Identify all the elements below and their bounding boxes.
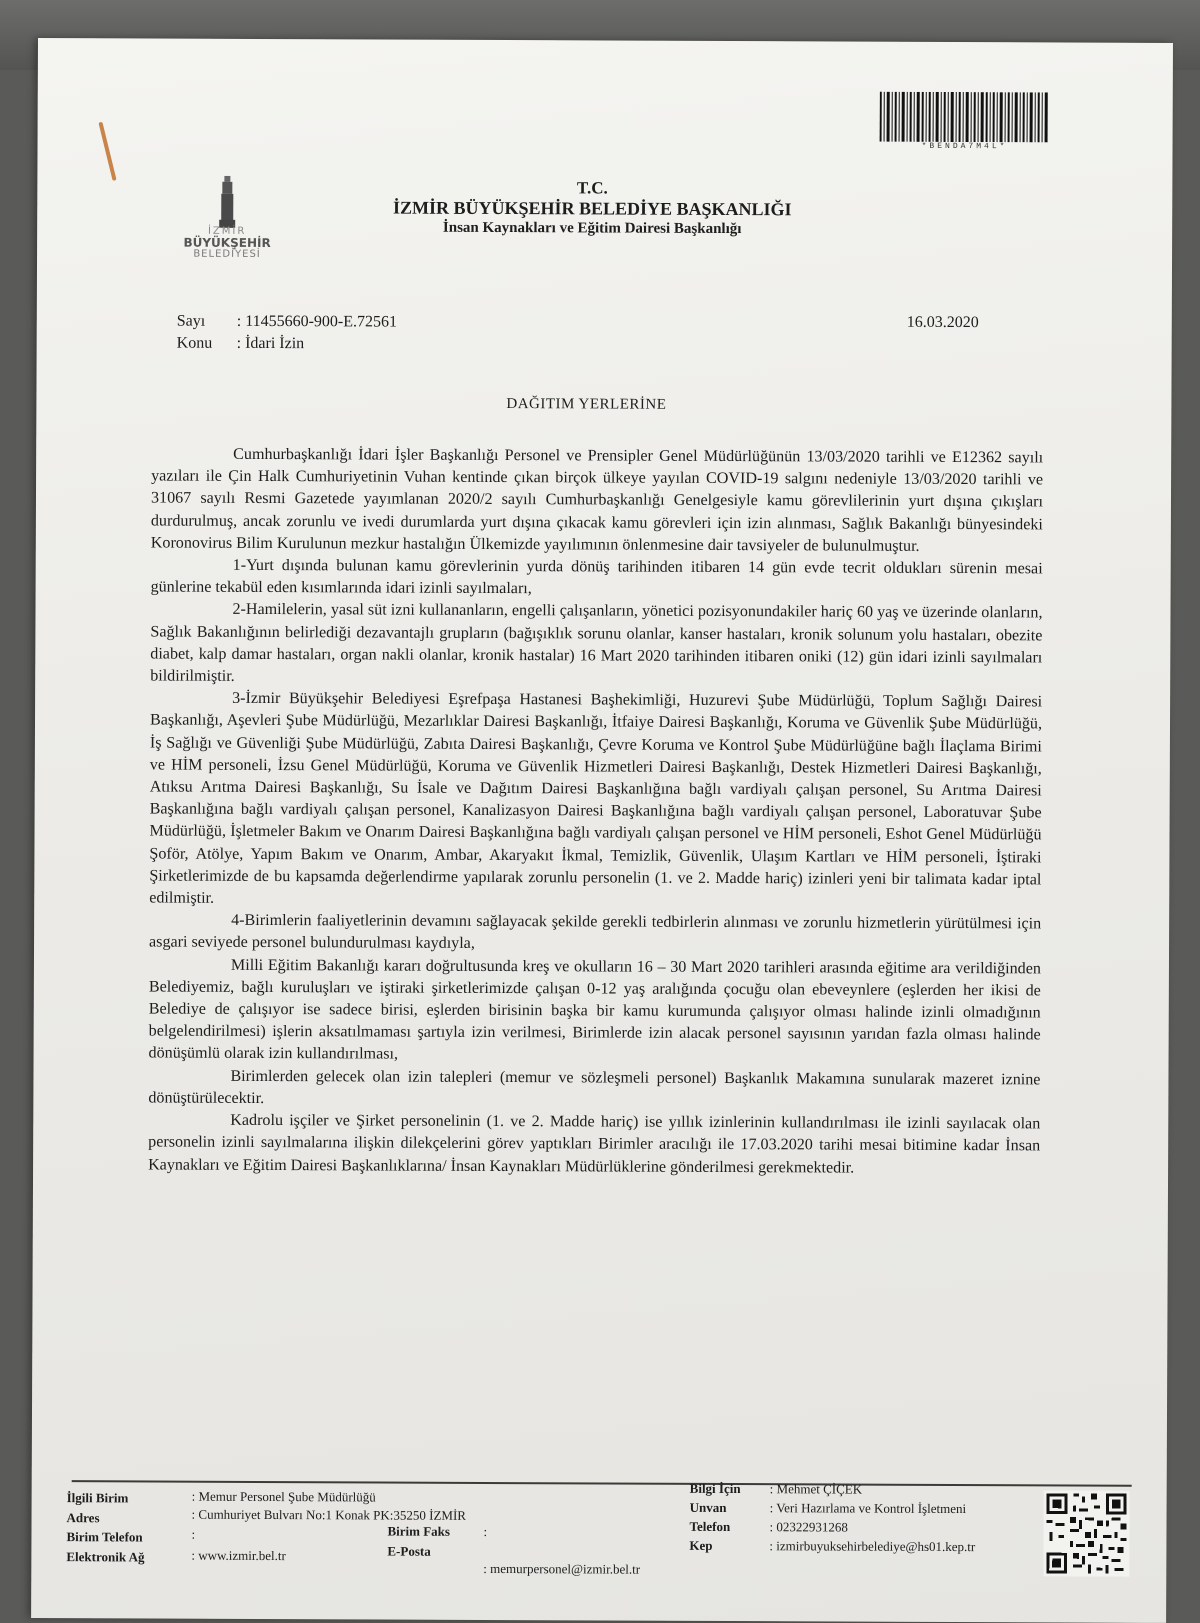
kep-label: Kep (689, 1537, 713, 1553)
adres-label: Adres (66, 1510, 100, 1526)
document-page (31, 38, 1173, 1623)
birim-telefon-label: Birim Telefon (66, 1529, 143, 1545)
konu-value: : İdari İzin (236, 334, 305, 353)
barcode-text: *BENDA7M4L* (921, 141, 1008, 152)
unvan-label: Unvan (689, 1499, 727, 1516)
header-department: İnsan Kaynakları ve Eğitim Dairesi Başkanlığı (442, 219, 742, 238)
kep-link[interactable]: : izmirbuyuksehirbelediye@hs01.kep.tr (769, 1538, 976, 1555)
document-date: 16.03.2020 (906, 313, 979, 332)
logo-text-line1: İZMİR (207, 225, 247, 237)
body-paragraph: 3-İzmir Büyükşehir Belediyesi Eşrefpaşa Hastanesi Başhekimliği, Huzurevi Şube Müdürlüğü, Toplum Sağlığı Dairesi Başkanlığı, Aşevleri Şube Müdürlüğü, Mezarlıklar Dairesi Başkanlığı, İtfaiye Dairesi Başkanlığı, Koruma ve Güvenlik Şube Müdürlüğü, İş Sağlığı ve Güvenliği Şube Müdürlüğü, Zabıta Dairesi Başkanlığı, Çevre Koruma ve Kontrol Şube Müdürlüğüne bağlı İlaçlama Birimi ve HİM personeli, İzsu Genel Müdürlüğü, Koruma ve Güvenlik Hizmetleri Dairesi Başkanlığı, Destek Hizmetleri Dairesi Başkanlığı, Atıksu Arıtma Dairesi Başkanlığı, Su İsale ve Dağıtım Dairesi Başkanlığına bağlı vardiyalı çalışan personel, Su Arıtma Dairesi Başkanlığına bağlı vardiyalı çalışan personel, Kanalizasyon Dairesi Başkanlığına bağlı vardiyalı çalışan personel, Laboratuvar Şube Müdürlüğü, İşletmeler Bakım ve Onarım Dairesi Başkanlığına bağlı vardiyalı çalışan personel ve HİM personeli, Eshot Genel Müdürlüğü Şoför, Atölye, Yapım Bakım ve Onarım, Ambar, Akaryakıt İkmal, Temizlik, Güvenlik, Ulaşım Kartları ve HİM personeli, İştiraki Şirketlerimizde de bu kapsamda değerlendirme yapılarak zorunlu personelin (1. ve 2. Madde hariç) izinleri yeni bir talimata kadar iptal edilmiştir. (149, 690, 1043, 907)
konu-label: Konu (176, 334, 213, 352)
elektronik-ag-link[interactable]: : www.izmir.bel.tr (191, 1547, 286, 1564)
pencil-mark (98, 122, 116, 181)
birim-faks-label: Birim Faks (387, 1523, 451, 1539)
adres-value: : Cumhuriyet Bulvarı No:1 Konak PK:35250 İZMİR (191, 1506, 467, 1523)
telefon-value: : 02322931268 (769, 1519, 848, 1535)
body-paragraph: 4-Birimlerin faaliyetlerinin devamını sağlayacak şekilde gerekli tedbirlerin alınması ve zorunlu hizmetlerin yürütülmesi için asgari seviyede personel bulundurulması kaydıyla, (149, 912, 1042, 953)
sayi-value: : 11455660-900-E.72561 (236, 312, 398, 331)
header-organization: İZMİR BÜYÜKŞEHİR BELEDİYE BAŞKANLIĞI (392, 197, 792, 220)
body-paragraph: Birimlerden gelecek olan izin talepleri (memur ve sözleşmeli personel) Başkanlık Makamına sunularak mazeret iznine dönüştürülecektir. (148, 1067, 1041, 1107)
elektronik-ag-label: Elektronik Ağ (66, 1549, 145, 1565)
body-paragraph: Kadrolu işçiler ve Şirket personelinin (1. ve 2. Madde hariç) ise yıllık izinlerinin kullandırılması ile izinli sayılacak olan personelin izinli sayılmalarına ilişkin dilekçelerini görev yaptıkları Birimler aracılığı ile 17.03.2020 tarihi mesai bitimine kadar İnsan Kaynakları ve Eğitim Dairesi Başkanlıklarına/ İnsan Kaynakları Müdürlüklerine gönderilmesi gerekmektedir. (148, 1111, 1041, 1177)
subject-line (177, 335, 305, 354)
eposta-label: E-Posta (387, 1543, 431, 1559)
unvan-value: : Veri Hazırlama ve Kontrol İşletmeni (769, 1500, 967, 1517)
body-paragraph: 2-Hamilelerin, yasal süt izni kullananların, engelli çalışanların, yönetici pozisyonundakiler hariç 60 yaş ve üzerinde olanların, Sağlık Bakanlığının belirlediği dezavantajlı grupların (bağışıklık sorunu olanlar, kanser hastaları, kronik solunum yolu hastaları, obezite diabet, kalp damar hastaları, organ nakli olanlar, kronik hastalar) 16 Mart 2020 tarihinden itibaren oniki (12) gün idari izinli sayılmaları bildirilmiştir. (150, 601, 1043, 685)
barcode-icon (880, 92, 1050, 143)
logo-text-line3: BELEDİYESİ (193, 248, 261, 260)
header-tc: T.C. (576, 178, 608, 198)
recipients-heading: DAĞITIM YERLERİNE (506, 396, 667, 413)
eposta-link[interactable]: : memurpersonel@izmir.bel.tr (483, 1560, 641, 1577)
sayi-label: Sayı (176, 312, 206, 330)
telefon-label: Telefon (689, 1518, 731, 1535)
qr-code-icon (1043, 1490, 1129, 1576)
body-paragraph: Cumhurbaşkanlığı İdari İşler Başkanlığı Personel ve Prensipler Genel Müdürlüğünün 13/03/2020 tarihli ve E12362 sayılı yazıları ile Çin Halk Cumhuriyetinin Vuhan kentinde çıkan birçok ülkeye yayılan COVID-19 salgını nedeniyle 13/03/2020 tarihli ve 31067 sayılı Resmi Gazetede yayımlanan 2020/2 sayılı Cumhurbaşkanlığı Genelgesiyle kamu görevlilerinin yurt dışına çıkışları durdurulmuş, ancak zorunlu ve ivedi durumlarda yurt dışına çıkacak kamu görevleri için izin alınması, Sağlık Bakanlığı bünyesindeki Koronovirus Bilim Kurulunun mezkur hastalığın Ülkemizde yayılımının önlenmesine dair tavsiyeler de bulunulmuştur. (150, 445, 1044, 555)
birim-telefon-value: : (191, 1526, 196, 1542)
bilgi-icin-label: Bilgi İçin (689, 1480, 741, 1497)
logo-text-line2: BÜYÜKŞEHİR (183, 235, 271, 251)
body-paragraph: 1-Yurt dışında bulunan kamu görevlerinin yurda dönüş tarihinden itibaren 14 gün evde tecrit oldukları sürenin mesai günlerine tekabül eden kısımlarında idari izinli sayılmaları, (150, 556, 1043, 598)
bilgi-icin-value: : Mehmet ÇİÇEK (769, 1481, 863, 1497)
birim-faks-value: : (483, 1523, 488, 1539)
ilgili-birim-label: İlgili Birim (66, 1490, 129, 1506)
reference-number (177, 313, 397, 332)
document-body (148, 443, 1043, 1180)
footer-divider (72, 1480, 1132, 1487)
ilgili-birim-value: : Memur Personel Şube Müdürlüğü (191, 1488, 376, 1505)
body-paragraph: Milli Eğitim Bakanlığı kararı doğrultusunda kreş ve okulların 16 – 30 Mart 2020 tarihleri arasında eğitime ara verildiğinden Belediyemiz, bağlı kuruluşları ve iştiraki şirketlerimizde çalışan 0-12 yaş aralığında çocuğu olan ebeveynlere (eşlerden her ikisi de Belediye de çalışıyor ise sadece birisi, eşlerden birisinin başka bir kamu kurumunda çalışıyor olması halinde izinli olmadığının belgelendirilmesi) işlerin aksatılmaması şartıyla izin verilmesi, Birimlerde izin alacak personel sayısının yarıdan fazla olması halinde dönüşümlü olarak izin kullandırılması, (148, 956, 1041, 1064)
